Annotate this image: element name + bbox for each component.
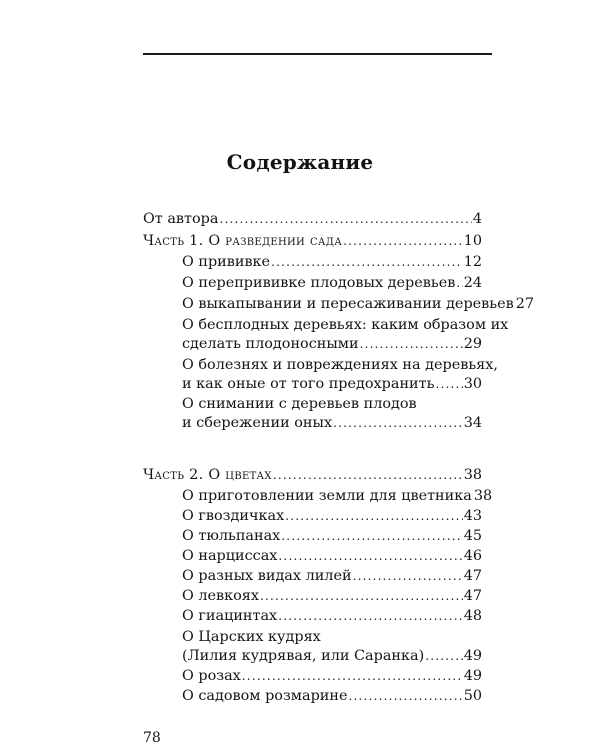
toc-entry-title: О болезнях и повреждениях на деревьях, — [182, 357, 498, 373]
toc-entry-title: и сбережении оных — [182, 415, 333, 431]
toc-part-title: Часть 2. О цветах — [143, 467, 272, 483]
toc-entry-page: 34 — [463, 415, 482, 431]
toc-entry-title: О гиацинтах — [182, 608, 278, 624]
leader-dots — [273, 464, 463, 486]
toc-entry — [182, 665, 482, 687]
toc-entry — [182, 293, 535, 315]
toc-entry-title: От автора — [143, 211, 219, 227]
leader-dots — [456, 272, 462, 294]
page-title: Содержание — [226, 150, 374, 174]
toc-entry-title: О прививке — [182, 254, 271, 270]
toc-entry-page: 45 — [463, 528, 482, 544]
toc-entry — [182, 373, 482, 395]
leader-dots — [242, 665, 463, 687]
toc-entry — [182, 585, 482, 607]
toc-entry-page: 49 — [463, 668, 482, 684]
leader-dots — [353, 565, 463, 587]
toc-entry-title: О приготовлении земли для цветника — [182, 488, 472, 504]
toc-entry-page: 47 — [463, 588, 482, 604]
toc-entry-title: О нарциссах — [182, 548, 278, 564]
toc-entry — [182, 485, 493, 507]
top-rule — [143, 53, 492, 55]
leader-dots — [343, 230, 463, 252]
toc-entry-page: 38 — [463, 467, 482, 483]
leader-dots — [278, 545, 462, 567]
leader-dots — [435, 373, 462, 395]
leader-dots — [333, 412, 463, 434]
toc-entry-page: 46 — [463, 548, 482, 564]
leader-dots — [348, 685, 462, 707]
toc-entry-page: 27 — [515, 296, 535, 312]
toc-entry-page: 24 — [463, 275, 482, 291]
toc-entry-page: 47 — [463, 568, 482, 584]
toc-part-2 — [143, 464, 482, 486]
toc-entry-title: О Царских кудрях — [182, 629, 321, 645]
toc-entry-title: сделать плодоносными — [182, 336, 359, 352]
toc-entry-page: 12 — [463, 254, 482, 270]
toc-entry — [182, 412, 482, 434]
toc-entry-title: О выкапывании и пересаживании деревьев — [182, 296, 514, 312]
leader-dots — [285, 505, 463, 527]
toc-entry-title: и как оные от того предохранить — [182, 376, 435, 392]
toc-entry-title: О перепрививке плодовых деревьев — [182, 275, 456, 291]
toc-entry-title: О бесплодных деревьях: каким образом их — [182, 317, 509, 333]
toc-entry-title: О разных видах лилей — [182, 568, 352, 584]
toc-entry — [182, 545, 482, 567]
toc-part-title: Часть 1. О разведении сада — [143, 233, 343, 249]
leader-dots — [260, 585, 463, 607]
toc-entry — [182, 525, 482, 547]
toc-entry — [182, 605, 482, 627]
toc-entry — [182, 565, 482, 587]
toc-entry-title: О садовом розмарине — [182, 688, 348, 704]
toc-entry-page: 29 — [463, 336, 482, 352]
toc-entry-page: 38 — [473, 488, 493, 504]
toc-entry-page: 49 — [463, 648, 482, 664]
toc-entry-page: 50 — [463, 688, 482, 704]
leader-dots — [271, 251, 463, 273]
toc-entry — [182, 685, 482, 707]
leader-dots — [219, 208, 471, 230]
toc-entry-page: 43 — [463, 508, 482, 524]
toc-entry — [182, 333, 482, 355]
toc-entry-page: 48 — [463, 608, 482, 624]
toc-entry-from-author — [143, 208, 482, 230]
toc-part-1 — [143, 230, 482, 252]
toc-entry-title: О розах — [182, 668, 241, 684]
leader-dots — [360, 333, 463, 355]
toc-entry-title: О тюльпанах — [182, 528, 281, 544]
toc-entry — [182, 645, 482, 667]
toc-entry — [182, 505, 482, 527]
toc-entry-title: О снимании с деревьев плодов — [182, 396, 417, 412]
leader-dots — [278, 605, 463, 627]
toc-entry-title: (Лилия кудрявая, или Саранка) — [182, 648, 425, 664]
toc-entry-page: 30 — [463, 376, 482, 392]
toc-entry-page: 10 — [463, 233, 482, 249]
page-number: 78 — [143, 730, 161, 746]
toc-entry — [182, 272, 482, 294]
leader-dots — [281, 525, 462, 547]
toc-entry-page: 4 — [472, 211, 482, 227]
toc-entry-title: О левкоях — [182, 588, 259, 604]
toc-entry-title: О гвоздичках — [182, 508, 285, 524]
toc-entry — [182, 251, 482, 273]
leader-dots — [425, 645, 463, 667]
